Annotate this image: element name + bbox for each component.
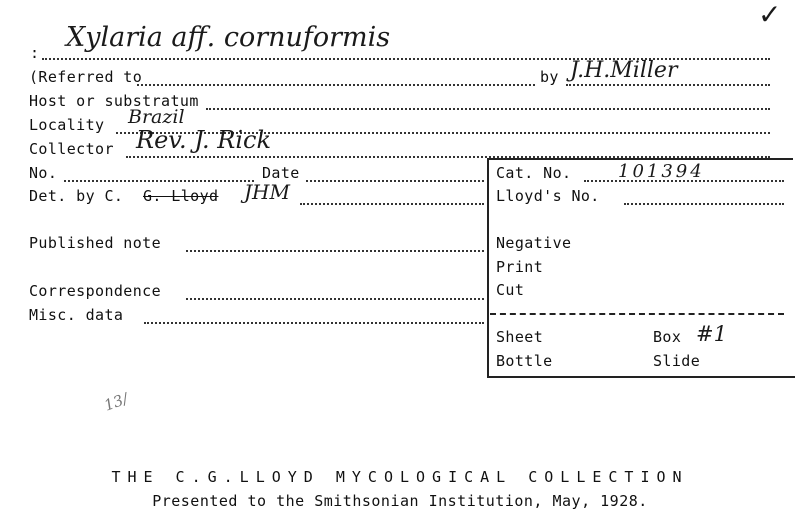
misc-line [144, 322, 484, 324]
by-label: by [540, 68, 559, 86]
referred-label: (Referred to [29, 68, 143, 86]
lloyds-no-line [624, 203, 784, 205]
name-prefix: : [30, 44, 40, 62]
collector-value: Rev. J. Rick [136, 126, 271, 154]
referred-by-name: J.H.Miller [570, 58, 678, 83]
bottle-label: Bottle [496, 352, 553, 370]
det-struck-name: G. Lloyd [143, 187, 219, 205]
correspondence-line [186, 298, 484, 300]
correspondence-label: Correspondence [29, 282, 162, 300]
misc-data-label: Misc. data [29, 306, 124, 324]
collection-title: THE C.G.LLOYD MYCOLOGICAL COLLECTION [111, 468, 689, 486]
box-value: #1 [696, 322, 727, 346]
cut-label: Cut [496, 281, 525, 299]
box-label: Box [653, 328, 682, 346]
det-label: Det. by C. [29, 187, 124, 205]
locality-value: Brazil [128, 106, 185, 128]
published-line [186, 250, 484, 252]
locality-label: Locality [29, 116, 105, 134]
referred-line [137, 84, 535, 86]
no-label: No. [29, 164, 58, 182]
date-label: Date [262, 164, 300, 182]
lloyds-no-label: Lloyd's No. [496, 187, 600, 205]
cat-no-label: Cat. No. [496, 164, 572, 182]
no-line [64, 180, 254, 182]
published-note-label: Published note [29, 234, 162, 252]
det-initials: JHM [244, 180, 290, 204]
host-label: Host or substratum [29, 92, 199, 110]
sheet-label: Sheet [496, 328, 544, 346]
specimen-name: Xylaria aff. cornuformis [66, 22, 391, 53]
date-line [306, 180, 484, 182]
by-line [566, 84, 770, 86]
catalog-box-divider [490, 313, 784, 315]
checkmark: ✓ [758, 0, 782, 31]
print-label: Print [496, 258, 544, 276]
slide-label: Slide [653, 352, 701, 370]
negative-label: Negative [496, 234, 572, 252]
collector-label: Collector [29, 140, 114, 158]
det-line [300, 203, 484, 205]
presented-line: Presented to the Smithsonian Institution, May, 1928. [152, 492, 648, 510]
pencil-mark: 13/ [101, 389, 131, 415]
catalog-box-top-rule [487, 158, 793, 160]
host-line [206, 108, 770, 110]
cat-no-value: 101394 [618, 161, 705, 182]
